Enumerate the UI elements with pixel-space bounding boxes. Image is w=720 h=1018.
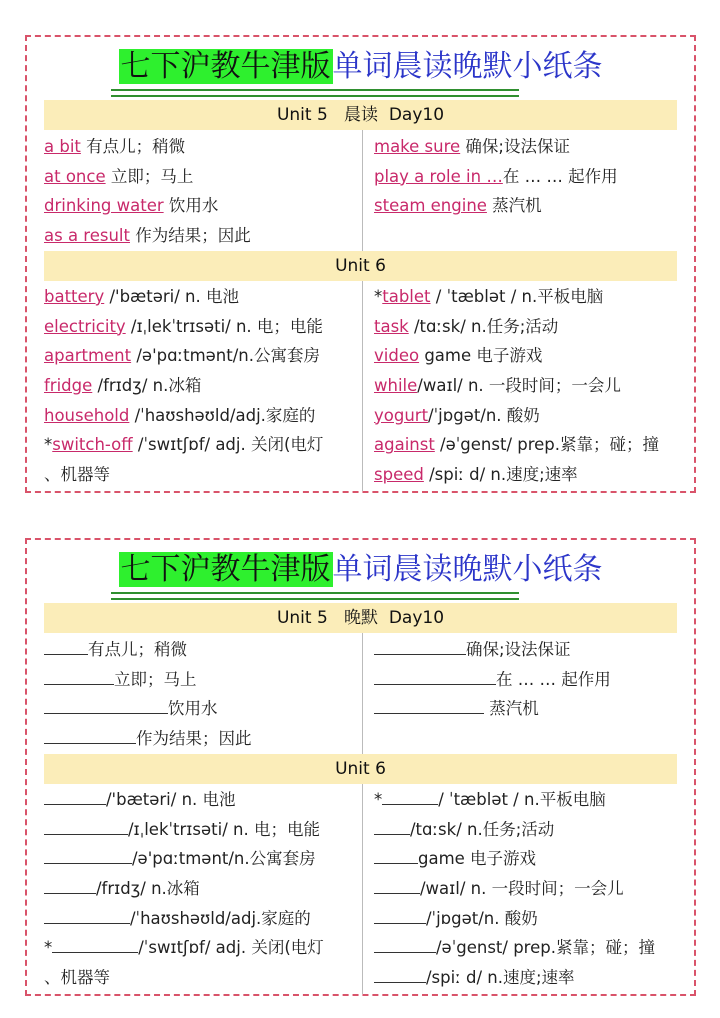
vocab-meaning: /ˈhaʊshəʊld/adj.家庭的 [130,908,311,928]
vocab-row [44,904,324,934]
column-divider [362,633,363,755]
vocab-row [44,933,324,963]
vocab-word: tablet [382,287,431,306]
dictation-blank[interactable] [374,934,436,953]
vocab-meaning: 、机器等 [44,465,110,485]
vocab-row [374,815,655,845]
vocab-row [374,371,659,401]
vocab-meaning: 、机器等 [44,968,110,988]
vocab-row [374,341,659,371]
vocab-meaning: /ɪˌlekˈtrɪsəti/ n. 电；电能 [125,316,323,336]
vocab-word: speed [374,465,424,485]
vocab-meaning: 蒸汽机 [486,196,542,216]
vocab-meaning: 在 … … 起作用 [502,166,618,186]
unit6-right-list [374,785,655,993]
dictation-blank[interactable] [44,695,168,714]
dictation-blank[interactable] [374,905,426,924]
vocab-word: battery [44,287,105,306]
vocab-row [44,460,323,490]
card-title [27,47,694,87]
column-divider [362,281,363,491]
vocab-row [44,341,323,371]
vocab-meaning: 在 … … 起作用 [496,669,611,689]
unit5-header: Unit 5 晨读 Day10 [44,100,677,130]
vocab-row [44,724,252,754]
vocab-word: steam engine [374,196,487,216]
vocab-row [374,430,659,460]
title-underline [111,592,519,600]
unit6-left-list [44,785,324,993]
dictation-blank[interactable] [44,725,136,744]
dictation-blank[interactable] [374,695,484,714]
unit5-header: Unit 5 晚默 Day10 [44,603,677,633]
dictation-blank[interactable] [374,816,410,835]
dictation-blank[interactable] [44,845,132,864]
unit5-right-list [374,132,618,221]
vocab-word: drinking water [44,196,164,216]
vocab-row [374,635,611,665]
vocab-row [44,282,323,312]
vocab-row [374,963,655,993]
vocab-meaning: /spiː d/ n.速度;速率 [426,968,575,988]
vocab-meaning: 作为结果；因此 [136,729,252,749]
card-title [27,550,694,590]
unit6-header: Unit 6 [44,251,677,281]
vocab-meaning: /tɑːsk/ n.任务;活动 [410,819,555,839]
vocab-meaning: /ˈhaʊshəʊld/adj.家庭的 [129,405,316,425]
vocab-meaning: /frɪdʒ/ n.冰箱 [92,376,202,396]
vocab-meaning: /'bætəri/ n. 电池 [104,287,239,306]
vocab-word: while [374,376,418,396]
vocab-meaning: /'bætəri/ n. 电池 [106,790,236,809]
vocab-word: video [374,346,420,366]
dictation-blank[interactable] [44,786,106,805]
dictation-blank[interactable] [374,845,418,864]
vocab-meaning: /spiː d/ n.速度;速率 [423,465,578,485]
vocab-meaning: /ˈjɒgət/n. 酸奶 [428,405,540,425]
vocab-row [374,874,655,904]
vocab-meaning: /frɪdʒ/ n.冰箱 [96,879,200,899]
unit5-left-list [44,132,251,251]
vocab-row [44,785,324,815]
vocab-row [374,694,611,724]
title-underline [111,89,519,97]
vocab-meaning: / ˈtæblət / n.平板电脑 [430,287,604,306]
vocab-meaning: /ˈswɪtʃɒf/ adj. 关闭(电灯 [132,435,324,455]
vocab-meaning: / ˈtæblət / n.平板电脑 [438,790,606,809]
unit6-left-list [44,282,323,490]
vocab-word: task [374,316,409,336]
vocab-row [44,221,251,251]
title-highlight: 七下沪教牛津版 [120,49,331,84]
vocab-word: fridge [44,376,93,396]
dictation-blank[interactable] [44,905,130,924]
star-marker: * [44,938,53,958]
vocab-meaning: 作为结果；因此 [130,226,251,246]
vocab-meaning: /ɪˌlekˈtrɪsəti/ n. 电；电能 [128,819,320,839]
column-divider [362,130,363,252]
vocab-row [44,635,252,665]
evening-dictation-card [25,538,696,996]
vocab-word: against [374,435,435,455]
vocab-row [374,312,659,342]
vocab-row [44,312,323,342]
dictation-blank[interactable] [374,666,496,685]
vocab-row [44,191,251,221]
star-marker: * [374,790,383,809]
vocab-meaning: 确保;设法保证 [466,640,571,659]
unit5-left-list [44,635,252,754]
dictation-blank[interactable] [374,636,466,655]
vocab-meaning: 蒸汽机 [484,699,539,719]
vocab-meaning: 有点儿；稍微 [88,640,187,659]
vocab-word: a bit [44,137,81,156]
unit5-right-list [374,635,611,724]
vocab-meaning: /waɪl/ n. 一段时间；一会儿 [420,879,624,899]
vocab-word: play a role in … [374,166,503,186]
vocab-word: make sure [374,137,461,156]
vocab-word: as a result [44,226,130,246]
dictation-blank[interactable] [382,786,438,805]
dictation-blank[interactable] [44,816,128,835]
vocab-word: yogurt [374,405,429,425]
vocab-meaning: 饮用水 [163,196,219,216]
star-marker: * [44,435,53,455]
vocab-row [44,665,252,695]
vocab-word: apartment [44,346,132,366]
vocab-meaning: /əˈgenst/ prep.紧靠；碰；撞 [434,435,660,455]
vocab-meaning: 有点儿；稍微 [80,137,186,156]
vocab-row [374,162,618,192]
vocab-row [374,191,618,221]
vocab-meaning: 立即；马上 [114,669,197,689]
unit6-right-list [374,282,659,490]
vocab-row [44,844,324,874]
star-marker: * [374,287,383,306]
dictation-blank[interactable] [52,934,138,953]
vocab-meaning: game 电子游戏 [418,849,537,869]
title-rest: 单词晨读晚默小纸条 [332,49,603,84]
title-highlight: 七下沪教牛津版 [120,552,331,587]
dictation-blank[interactable] [44,875,96,894]
vocab-meaning: 确保;设法保证 [460,137,570,156]
vocab-meaning: /əˈgenst/ prep.紧靠；碰；撞 [436,938,655,958]
vocab-row [374,933,655,963]
unit6-header: Unit 6 [44,754,677,784]
vocab-meaning: /ə'pɑːtmənt/n.公寓套房 [132,849,316,869]
vocab-meaning: /tɑːsk/ n.任务;活动 [408,316,559,336]
vocab-row [374,904,655,934]
vocab-row [374,785,655,815]
vocab-word: at once [44,166,106,186]
vocab-meaning: 立即；马上 [105,166,194,186]
vocab-word: electricity [44,316,126,336]
vocab-row [374,132,618,162]
vocab-row [44,162,251,192]
vocab-word: household [44,405,130,425]
vocab-meaning: 饮用水 [168,699,218,719]
title-rest: 单词晨读晚默小纸条 [332,552,603,587]
vocab-row [374,665,611,695]
dictation-blank[interactable] [374,875,420,894]
morning-reading-card [25,35,696,493]
vocab-meaning: /ˈswɪtʃɒf/ adj. 关闭(电灯 [138,938,324,958]
vocab-meaning: /ˈjɒgət/n. 酸奶 [426,908,538,928]
vocab-row [374,844,655,874]
vocab-row [44,963,324,993]
vocab-row [44,132,251,162]
vocab-row [44,815,324,845]
vocab-row [374,401,659,431]
vocab-meaning: game 电子游戏 [419,346,543,366]
vocab-row [374,460,659,490]
vocab-row [44,371,323,401]
vocab-row [374,282,659,312]
vocab-word: switch-off [52,435,133,455]
dictation-blank[interactable] [44,666,114,685]
column-divider [362,784,363,994]
dictation-blank[interactable] [44,636,88,655]
vocab-row [44,401,323,431]
dictation-blank[interactable] [374,964,426,983]
vocab-meaning: /waɪl/ n. 一段时间；一会儿 [417,376,621,396]
vocab-row [44,694,252,724]
vocab-meaning: /ə'pɑːtmənt/n.公寓套房 [131,346,320,366]
vocab-row [44,430,323,460]
vocab-row [44,874,324,904]
